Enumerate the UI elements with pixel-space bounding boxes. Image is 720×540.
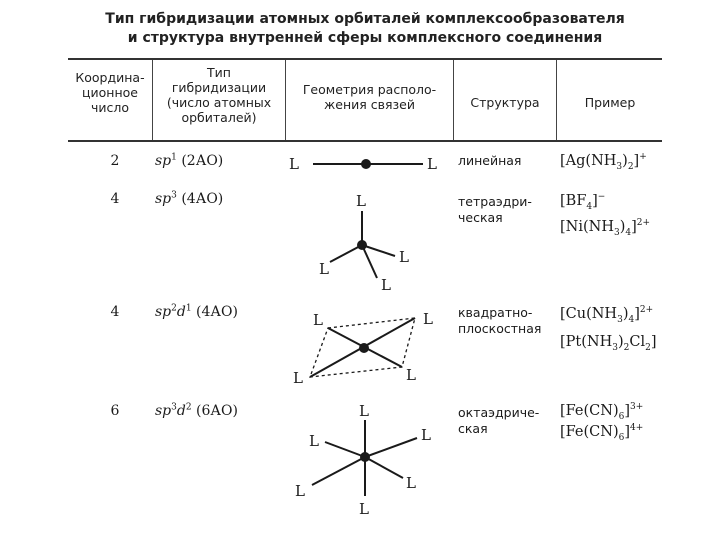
row1-hybridization: $sp^1$ (2АО) [155, 152, 224, 169]
ligand-label: L [319, 260, 329, 278]
central-atom [357, 240, 367, 250]
ligand-label: L [289, 155, 299, 173]
header-geometry: Геометрия располо- жения связей [302, 82, 437, 112]
ligand-label: L [423, 310, 433, 328]
row2-structure: тетраэдри- ческая [458, 194, 532, 225]
central-atom [360, 452, 370, 462]
col-divider-1 [152, 60, 153, 140]
row3-hybridization: $sp^2d^1$ (4АО) [155, 303, 238, 320]
ligand-label: L [309, 432, 319, 450]
octahedral-geometry-diagram [285, 400, 455, 525]
row1-coordination-number: 2 [110, 153, 120, 169]
row1-example-1: $[Ag(NH_3)_2]^+$ [560, 152, 647, 172]
ligand-label: L [293, 369, 303, 387]
row2-example-1: $[BF_4]^-$ [560, 192, 606, 212]
header-rule [68, 140, 662, 142]
row3-example-2: $[Pt(NH_3)_2Cl_2]$ [560, 334, 657, 353]
col-divider-2 [285, 60, 286, 140]
col-divider-3 [453, 60, 454, 140]
table-title [60, 10, 670, 48]
row4-example-1: $[Fe(CN)_6]^{3+}$ [560, 402, 644, 422]
row1-structure: линейная [458, 153, 522, 168]
row3-example-1: $[Cu(NH_3)_4]^{2+}$ [560, 305, 654, 325]
central-atom [359, 343, 369, 353]
ligand-label: L [313, 311, 323, 329]
row4-example-2: $[Fe(CN)_6]^{4+}$ [560, 423, 644, 443]
col-divider-4 [556, 60, 557, 140]
ligand-label: L [406, 366, 416, 384]
row2-hybridization: $sp^3$ (4АО) [155, 190, 224, 207]
ligand-label: L [359, 402, 369, 420]
header-example: Пример [584, 95, 636, 110]
square-planar-geometry-diagram [285, 305, 455, 390]
row3-structure: квадратно- плоскостная [458, 305, 542, 336]
ligand-label: L [295, 482, 305, 500]
ligand-label: L [406, 474, 416, 492]
ligand-label: L [356, 192, 366, 210]
tetrahedral-geometry-diagram [285, 188, 455, 298]
ligand-label: L [359, 500, 369, 518]
linear-geometry-diagram [285, 148, 455, 178]
row4-structure: октаэдриче- ская [458, 405, 540, 436]
row4-coordination-number: 6 [110, 403, 120, 419]
ligand-label: L [381, 276, 391, 294]
ligand-label: L [399, 248, 409, 266]
row2-coordination-number: 4 [110, 191, 120, 207]
title-line-2: и структура внутренней сферы комплексного соединения [127, 30, 603, 46]
header-hybridization: Тип гибридизации (число атомных орбиталей) [166, 65, 272, 125]
ligand-label: L [421, 426, 431, 444]
header-coordination-number: Координа- ционное число [75, 70, 145, 115]
central-atom [361, 159, 371, 169]
row4-hybridization: $sp^3d^2$ (6АО) [155, 402, 238, 419]
top-rule [68, 58, 662, 60]
title-line-1: Тип гибридизации атомных орбиталей комплексообразователя [105, 11, 625, 27]
row3-coordination-number: 4 [110, 304, 120, 320]
ligand-label: L [427, 155, 437, 173]
row2-example-2: $[Ni(NH_3)_4]^{2+}$ [560, 218, 651, 238]
header-structure: Структура [470, 95, 540, 110]
